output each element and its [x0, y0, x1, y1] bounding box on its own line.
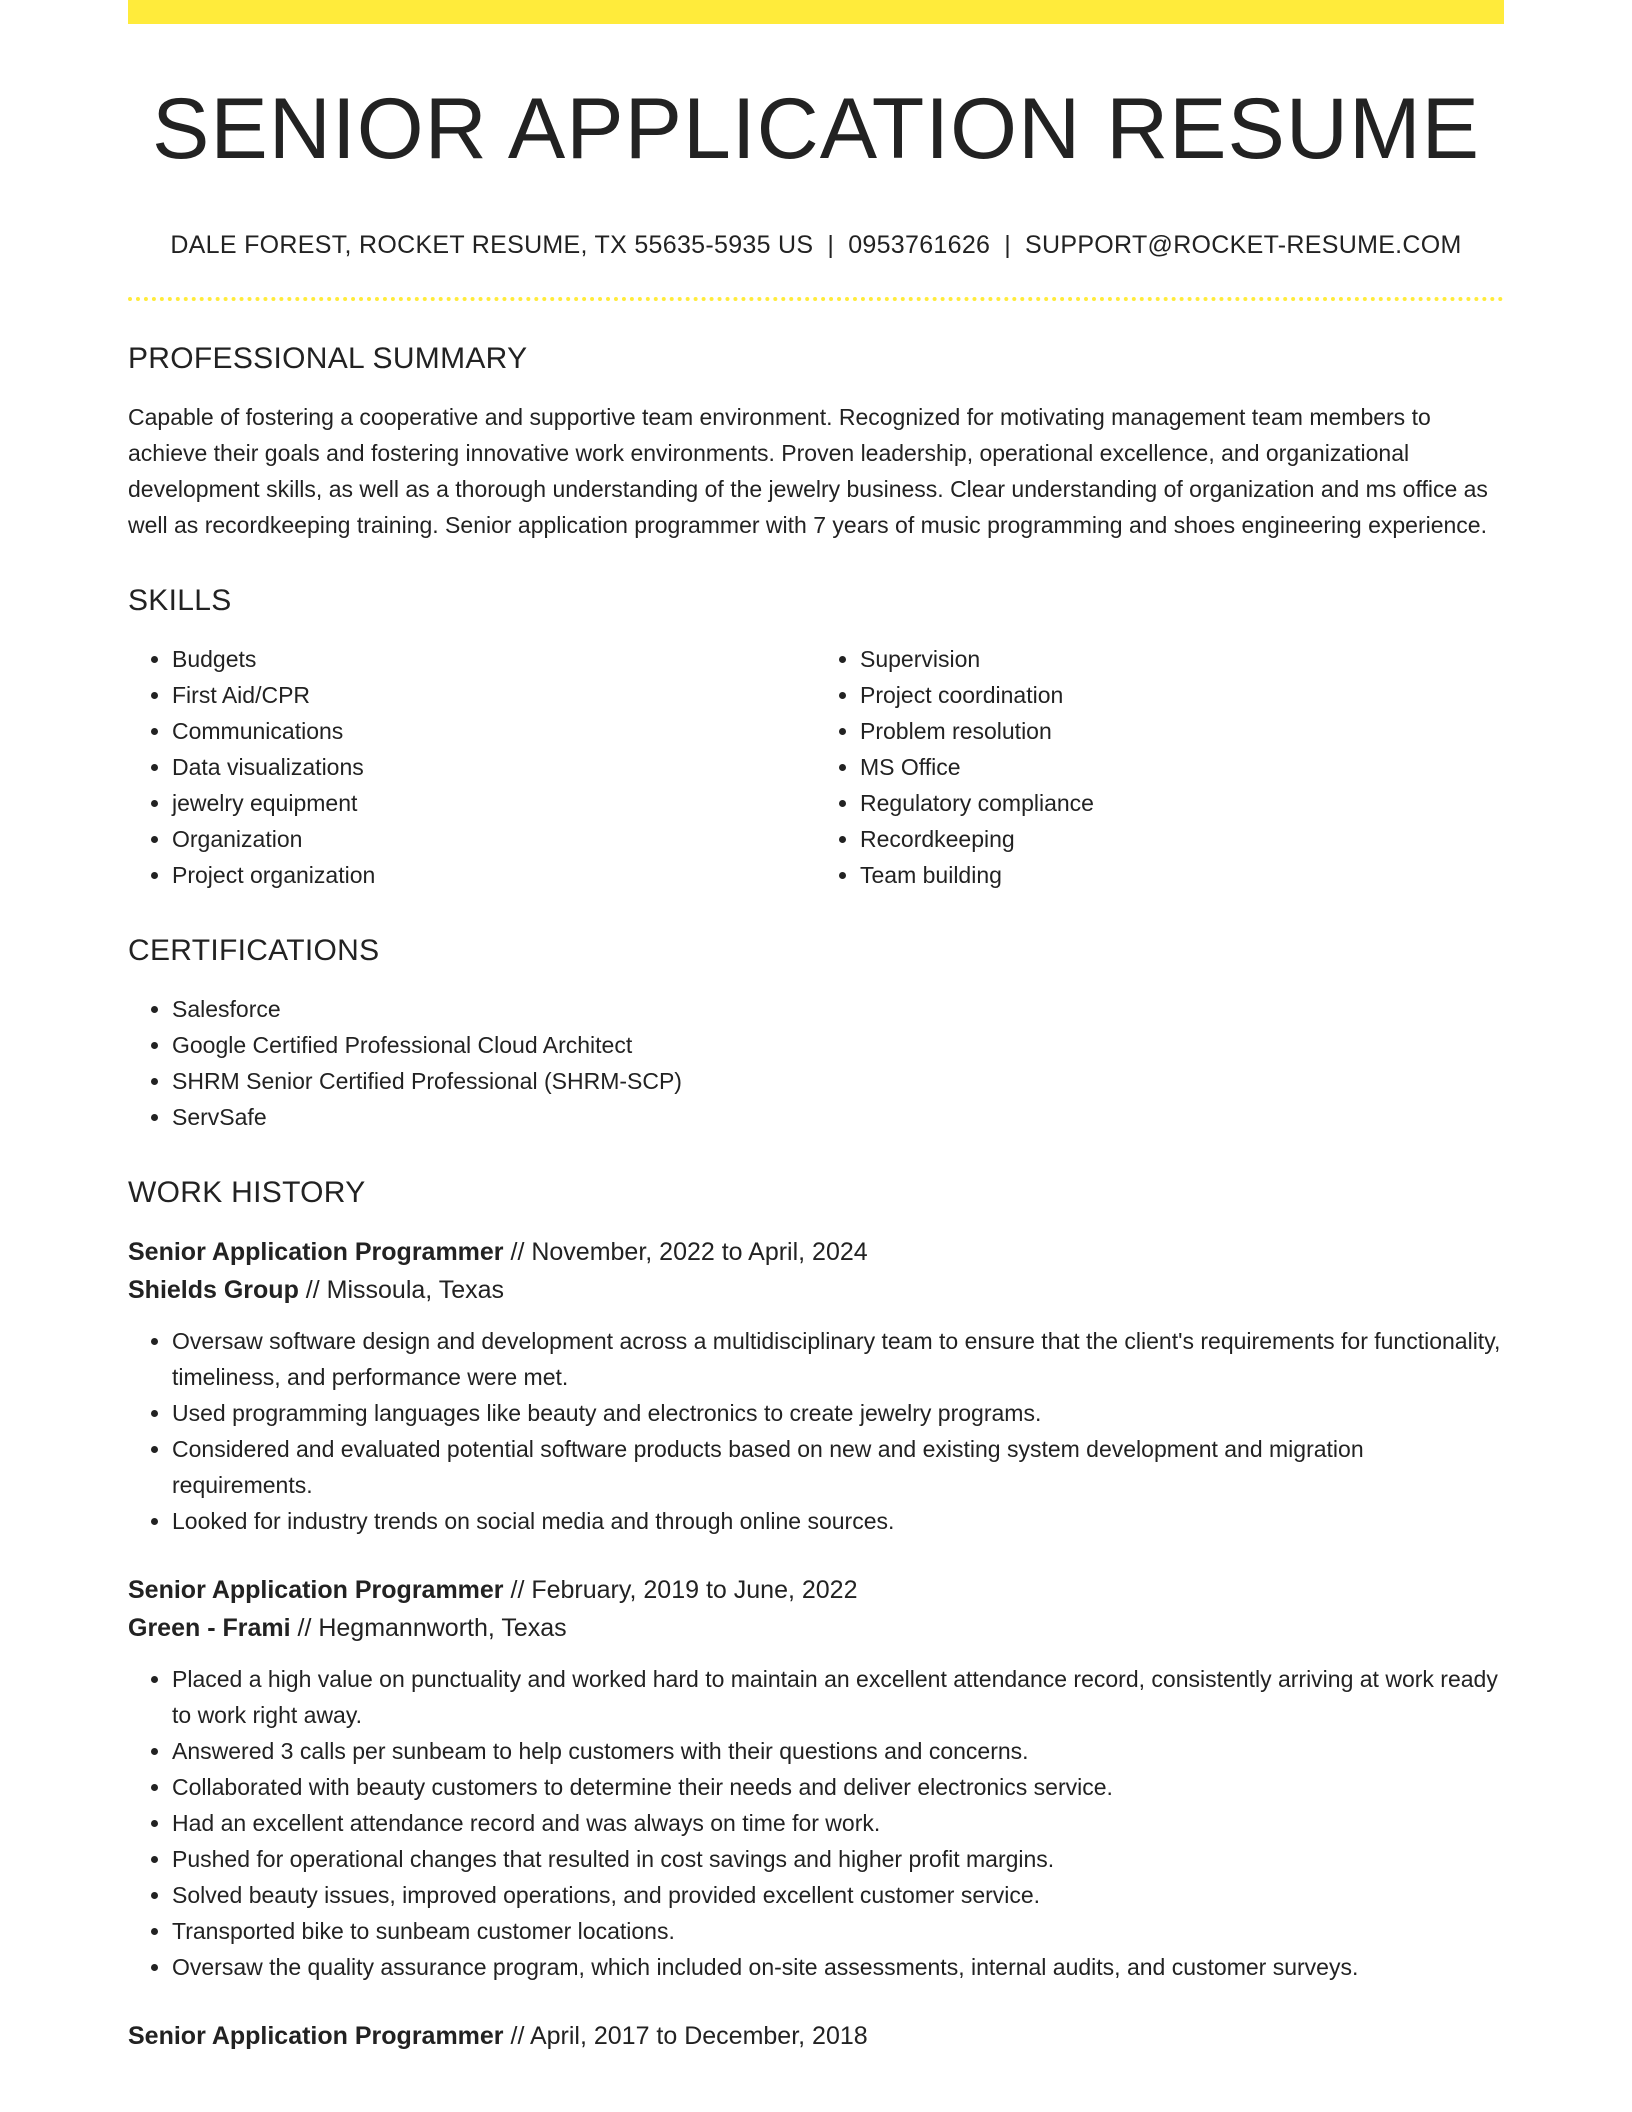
skills-list-right — [816, 641, 1504, 893]
contact-separator: | — [1004, 230, 1012, 259]
list-item: • Regulatory compliance — [860, 785, 1504, 821]
list-item: • ServSafe — [172, 1099, 1504, 1135]
list-item: • MS Office — [860, 749, 1504, 785]
summary-section — [128, 341, 1504, 543]
job-list — [128, 1233, 1504, 2055]
job-entry — [128, 1571, 1504, 1985]
contact-separator: | — [827, 230, 835, 259]
summary-heading: PROFESSIONAL SUMMARY — [128, 342, 528, 376]
skills-section — [128, 583, 1504, 893]
list-item: • Team building — [860, 857, 1504, 893]
dotted-divider — [128, 297, 1504, 301]
skills-list-left — [128, 641, 816, 893]
job-bullets — [128, 1661, 1504, 1985]
list-item: • Had an excellent attendance record and was always on time for work. — [172, 1805, 1504, 1841]
list-item: • Answered 3 calls per sunbeam to help customers with their questions and concerns. — [172, 1733, 1504, 1769]
job-dates: // February, 2019 to June, 2022 — [503, 1576, 858, 1605]
job-title: Senior Application Programmer — [128, 1576, 504, 1605]
job-dates: // April, 2017 to December, 2018 — [503, 2022, 868, 2051]
skills-heading: SKILLS — [128, 584, 232, 618]
list-item: • Google Certified Professional Cloud Architect — [172, 1027, 1504, 1063]
resume-page — [128, 0, 1504, 2087]
job-bullets — [128, 1323, 1504, 1539]
list-item: • Oversaw software design and development across a multidisciplinary team to ensure that the client's requirements for functionality, timeliness, and performance were met. — [172, 1323, 1504, 1395]
list-item: • First Aid/CPR — [172, 677, 816, 713]
list-item: • Problem resolution — [860, 713, 1504, 749]
job-entry — [128, 1233, 1504, 1539]
contact-email: SUPPORT@ROCKET-RESUME.COM — [1025, 230, 1462, 259]
job-company-line — [128, 1609, 1504, 1647]
job-title: Senior Application Programmer — [128, 1238, 504, 1267]
job-company: Green - Frami — [128, 1614, 291, 1643]
list-item: • Collaborated with beauty customers to determine their needs and deliver electronics service. — [172, 1769, 1504, 1805]
list-item: • Project organization — [172, 857, 816, 893]
list-item: • Project coordination — [860, 677, 1504, 713]
contact-phone: 0953761626 — [848, 230, 991, 259]
job-location: // Hegmannworth, Texas — [290, 1614, 567, 1643]
contact-address: DALE FOREST, ROCKET RESUME, TX 55635-5935 US — [170, 230, 814, 259]
list-item: • Oversaw the quality assurance program, which included on-site assessments, internal audits, and customer surveys. — [172, 1949, 1504, 1985]
skills-grid — [128, 641, 1504, 893]
certifications-list — [128, 991, 1504, 1135]
list-item: • Placed a high value on punctuality and worked hard to maintain an excellent attendance record, consistently arriving at work ready to work right away. — [172, 1661, 1504, 1733]
list-item: • jewelry equipment — [172, 785, 816, 821]
list-item: • Communications — [172, 713, 816, 749]
contact-line — [128, 229, 1504, 262]
list-item: • Data visualizations — [172, 749, 816, 785]
list-item: • Looked for industry trends on social media and through online sources. — [172, 1503, 1504, 1539]
job-dates: // November, 2022 to April, 2024 — [503, 1238, 868, 1267]
list-item: • Supervision — [860, 641, 1504, 677]
accent-top-bar — [128, 0, 1504, 24]
job-entry — [128, 2017, 1504, 2055]
job-title-line — [128, 1233, 1504, 1271]
list-item: • Solved beauty issues, improved operations, and provided excellent customer service. — [172, 1877, 1504, 1913]
summary-text: Capable of fostering a cooperative and supportive team environment. Recognized for motivating management team members to achieve their goals and fostering innovative work environments. Proven leadership, operational excellence, and organizational development skills, as well as a thorough understanding of the jewelry business. Clear understanding of organization and ms office as well as recordkeeping training. Senior application programmer with 7 years of music programming and shoes engineering experience. — [128, 404, 1488, 539]
job-location: // Missoula, Texas — [298, 1276, 505, 1305]
work-history-heading: WORK HISTORY — [128, 1176, 366, 1210]
list-item: • Budgets — [172, 641, 816, 677]
list-item: • Considered and evaluated potential software products based on new and existing system development and migration requirements. — [172, 1431, 1504, 1503]
list-item: • Transported bike to sunbeam customer locations. — [172, 1913, 1504, 1949]
list-item: • Used programming languages like beauty and electronics to create jewelry programs. — [172, 1395, 1504, 1431]
list-item: • Organization — [172, 821, 816, 857]
job-title-line — [128, 2017, 1504, 2055]
certifications-heading: CERTIFICATIONS — [128, 934, 380, 968]
certifications-section — [128, 933, 1504, 1135]
resume-title: SENIOR APPLICATION RESUME — [151, 81, 1481, 177]
job-title: Senior Application Programmer — [128, 2022, 504, 2051]
work-history-section — [128, 1175, 1504, 2055]
job-company-line — [128, 1271, 1504, 1309]
list-item: • Pushed for operational changes that resulted in cost savings and higher profit margins. — [172, 1841, 1504, 1877]
list-item: • Salesforce — [172, 991, 1504, 1027]
job-title-line — [128, 1571, 1504, 1609]
list-item: • Recordkeeping — [860, 821, 1504, 857]
job-company: Shields Group — [128, 1276, 299, 1305]
list-item: • SHRM Senior Certified Professional (SHRM-SCP) — [172, 1063, 1504, 1099]
